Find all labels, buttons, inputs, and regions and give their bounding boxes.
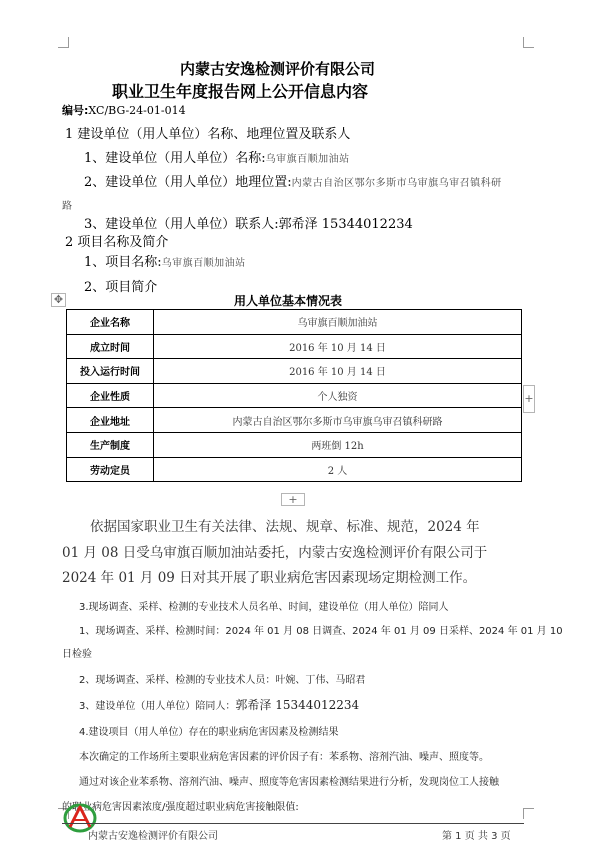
table-key-cell: 企业地址	[67, 408, 154, 433]
table-key-cell: 成立时间	[67, 334, 154, 359]
escort-line	[79, 696, 359, 713]
crop-mark-bottom-right	[523, 808, 534, 819]
section4-line-2: 通过对该企业苯系物、溶剂汽油、噪声、照度等危害因素检测结果进行分析，发现岗位工人接触	[79, 777, 499, 788]
table-value-cell: 2 人	[154, 457, 522, 482]
section4-line-3: 的职业病危害因素浓度/强度超过职业病危害接触限值:	[62, 802, 299, 813]
table-value-cell: 2016 年 10 月 14 日	[154, 334, 522, 359]
project-intro-label: 2、项目简介	[84, 280, 158, 295]
project-name-value: 乌审旗百顺加油站	[161, 258, 246, 269]
footer-page-number: 第 1 页 共 3 页	[442, 831, 511, 842]
basic-info-table	[66, 309, 522, 482]
footer-divider	[62, 823, 524, 824]
table-row	[67, 408, 522, 433]
unit-location-label: 2、建设单位（用人单位）地理位置:	[84, 175, 292, 190]
unit-location-continuation: 路	[62, 201, 73, 212]
table-key-cell: 投入运行时间	[67, 359, 154, 384]
table-row	[67, 359, 522, 384]
unit-contact-label: 3、建设单位（用人单位）联系人:	[84, 217, 279, 232]
section2-heading: 2 项目名称及简介	[65, 235, 169, 250]
table-row	[67, 383, 522, 408]
section4-heading: 4.建设项目（用人单位）存在的职业病危害因素及检测结果	[79, 727, 339, 738]
unit-contact-line	[84, 213, 413, 232]
crop-mark-top-left	[58, 37, 69, 48]
table-row	[67, 334, 522, 359]
table-row	[67, 310, 522, 335]
table-key-cell: 生产制度	[67, 432, 154, 457]
unit-location-value: 内蒙古自治区鄂尔多斯市乌审旗乌审召镇科研	[291, 178, 502, 189]
table-value-cell: 内蒙古自治区鄂尔多斯市乌审旗乌审召镇科研路	[154, 408, 522, 433]
table-key-cell: 企业性质	[67, 383, 154, 408]
table-value-cell: 乌审旗百顺加油站	[154, 310, 522, 335]
section3-heading: 3.现场调查、采样、检测的专业技术人员名单、时间，建设单位（用人单位）陪同人	[79, 602, 449, 613]
unit-location-line	[84, 171, 502, 190]
escort-label: 3、建设单位（用人单位）陪同人：	[79, 701, 236, 712]
inspection-time-line-1: 1、现场调查、采样、检测时间：2024 年 01 月 08 日调查、2024 年 01 月 09 日采样、2024 年 01 月 10	[79, 626, 563, 637]
table-key-cell: 企业名称	[67, 310, 154, 335]
paragraph-line-3: 2024 年 01 月 09 日对其开展了职业病危害因素现场定期检测工作。	[62, 570, 477, 586]
paragraph-line-2: 01 月 08 日受乌审旗百顺加油站委托，内蒙古安逸检测评价有限公司于	[62, 545, 488, 561]
inspection-staff-line: 2、现场调查、采样、检测的专业技术人员：叶婉、丁伟、马昭君	[79, 675, 366, 686]
project-name-line	[84, 251, 246, 270]
document-code-value: XC/BG-24-01-014	[88, 104, 186, 117]
footer-company: 内蒙古安逸检测评价有限公司	[88, 831, 218, 842]
add-row-button[interactable]: +	[281, 493, 305, 506]
table-row	[67, 432, 522, 457]
inspection-time-line-2: 日检验	[62, 649, 92, 660]
unit-name-line	[84, 147, 350, 166]
document-title: 职业卫生年度报告网上公开信息内容	[112, 82, 369, 101]
company-title: 内蒙古安逸检测评价有限公司	[180, 60, 376, 78]
unit-name-label: 1、建设单位（用人单位）名称:	[84, 151, 266, 166]
unit-name-value: 乌审旗百顺加油站	[265, 154, 350, 165]
table-move-handle-icon[interactable]: ✥	[51, 293, 66, 307]
table-value-cell: 2016 年 10 月 14 日	[154, 359, 522, 384]
table-caption: 用人单位基本情况表	[234, 294, 343, 308]
table-value-cell: 个人独资	[154, 383, 522, 408]
section1-heading: 1 建设单位（用人单位）名称、地理位置及联系人	[65, 127, 351, 142]
table-key-cell: 劳动定员	[67, 457, 154, 482]
crop-mark-top-right	[523, 37, 534, 48]
add-column-button[interactable]: +	[523, 385, 535, 413]
document-code	[62, 102, 186, 118]
document-code-label: 编号:	[62, 104, 89, 117]
table-row	[67, 457, 522, 482]
table-value-cell: 两班倒 12h	[154, 432, 522, 457]
unit-contact-value: 郭希泽 15344012234	[278, 217, 413, 232]
paragraph-line-1: 依据国家职业卫生有关法律、法规、规章、标准、规范，2024 年	[90, 519, 480, 535]
project-name-label: 1、项目名称:	[84, 255, 162, 270]
escort-value: 郭希泽 15344012234	[235, 698, 360, 712]
section4-line-1: 本次确定的工作场所主要职业病危害因素的评价因子有：苯系物、溶剂汽油、噪声、照度等。	[79, 752, 489, 763]
